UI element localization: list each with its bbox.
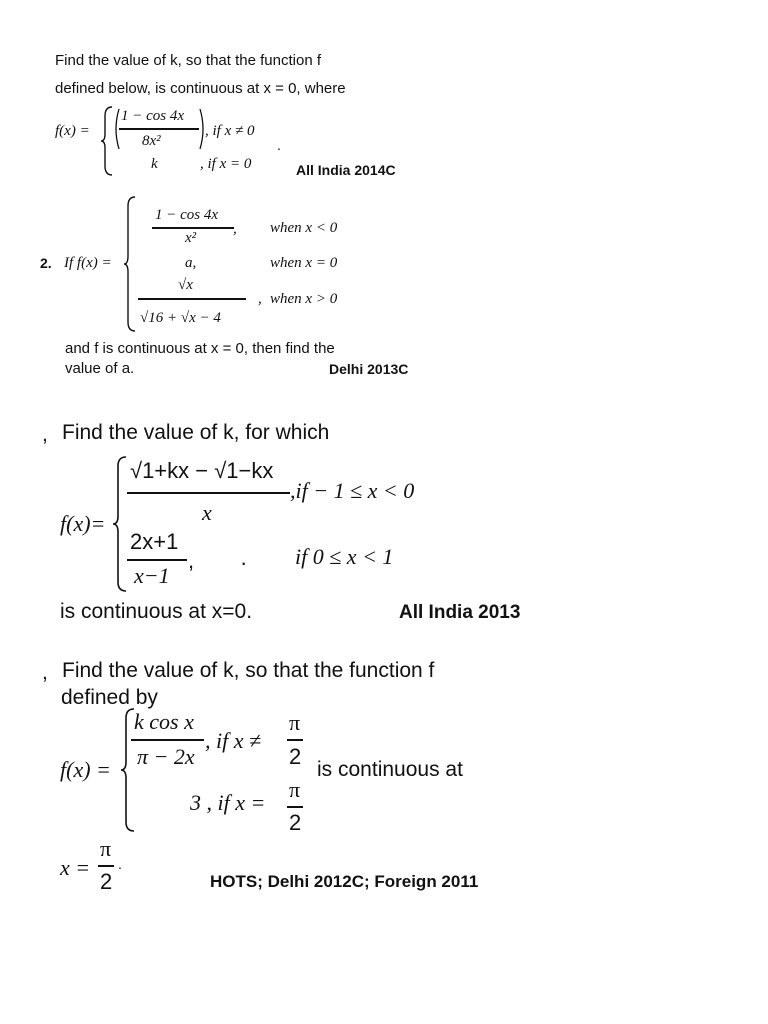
q3-case-1-fraction-bar	[127, 492, 290, 494]
q4-end-dot: .	[118, 856, 122, 872]
q4-x-pi: π	[100, 836, 112, 861]
q2-case-1-numerator: 1 − cos 4x	[155, 207, 219, 223]
q4-case-1-fraction-bar	[131, 739, 204, 741]
q4-case-1-denominator: π − 2x	[137, 744, 195, 769]
q3-case-2-denominator: x−1	[134, 563, 170, 588]
q3-function-label: f(x)=	[60, 511, 106, 536]
q2-case-2-condition: when x = 0	[270, 255, 338, 271]
q2-case-2-value: a,	[185, 255, 197, 271]
q4-case-2: 3 , if x =	[190, 790, 266, 815]
q4-x-pi-bar	[98, 865, 114, 867]
q2-case-3-denominator: √16 + √x − 4	[140, 310, 221, 326]
q4-line-1: Find the value of k, so that the function f	[62, 659, 435, 682]
q4-case-1-condition: , if x ≠	[205, 728, 262, 753]
q4-case-2-two: 2	[289, 810, 302, 835]
q2-tail-line-2: value of a.	[65, 360, 135, 377]
q2-case-3-fraction-bar	[138, 298, 246, 300]
q1-fraction-bar	[119, 128, 199, 130]
q2-source: Delhi 2013C	[329, 361, 409, 377]
q1-denominator: 8x²	[142, 133, 161, 149]
q3-case-2-condition: if 0 ≤ x < 1	[295, 544, 394, 569]
q4-case-1-pi: π	[289, 710, 301, 735]
q3-case-2-numerator: 2x+1	[130, 529, 179, 554]
q4-case-1-two: 2	[289, 744, 302, 769]
q3-source: All India 2013	[399, 602, 521, 623]
q3-case-1-numerator: √1+kx − √1−kx	[130, 458, 274, 483]
q3-case-2-comma: ,	[188, 548, 195, 573]
q1-line-2: defined below, is continuous at x = 0, where	[55, 80, 346, 97]
q1-trailing-dot: .	[277, 137, 281, 153]
q4-continuous-text: is continuous at	[317, 758, 463, 781]
q2-tail-line-1: and f is continuous at x = 0, then find the	[65, 340, 335, 357]
q1-case-2-value: k	[151, 156, 158, 172]
q4-x-two: 2	[100, 869, 113, 894]
q4-case-1-numerator: k cos x	[134, 709, 194, 734]
q4-line-2: defined by	[61, 686, 158, 709]
q3-case-1-denominator: x	[202, 500, 212, 525]
q3-case-1-condition: ,if − 1 ≤ x < 0	[290, 478, 415, 503]
q4-source: HOTS; Delhi 2012C; Foreign 2011	[210, 872, 479, 891]
q2-case-1-comma: ,	[233, 221, 237, 237]
q1-condition-2: , if x = 0	[200, 156, 252, 172]
q2-case-1-condition: when x < 0	[270, 220, 338, 236]
q1-source: All India 2014C	[296, 162, 396, 178]
q4-function-label: f(x) =	[60, 757, 111, 782]
q1-numerator: 1 − cos 4x	[121, 108, 185, 124]
q3-line-1: Find the value of k, for which	[62, 421, 330, 444]
q3-brace	[112, 456, 128, 592]
q1-function-label: f(x) =	[55, 123, 90, 139]
q4-case-1-pi-bar	[287, 739, 303, 741]
q4-x-equals: x =	[60, 855, 91, 880]
q2-case-3-comma: ,	[258, 291, 262, 307]
q2-case-3-numerator: √x	[178, 277, 193, 293]
q1-condition-1: , if x ≠ 0	[205, 123, 255, 139]
q4-bullet: ,	[42, 661, 48, 684]
q2-case-1-fraction-bar	[152, 227, 234, 229]
q3-tail: is continuous at x=0.	[60, 600, 253, 623]
q1-line-1: Find the value of k, so that the function f	[55, 52, 321, 69]
q3-bullet: ,	[42, 423, 48, 446]
q3-case-2-dot: ·	[240, 550, 248, 575]
q2-number: 2.	[40, 255, 52, 271]
q2-brace	[123, 196, 137, 332]
q4-case-2-pi-bar	[287, 806, 303, 808]
q2-case-1-denominator: x²	[185, 230, 197, 246]
q2-case-3-condition: when x > 0	[270, 291, 338, 307]
q2-function-label: If f(x) =	[64, 255, 112, 271]
q4-case-2-pi: π	[289, 777, 301, 802]
q3-case-2-fraction-bar	[127, 559, 187, 561]
